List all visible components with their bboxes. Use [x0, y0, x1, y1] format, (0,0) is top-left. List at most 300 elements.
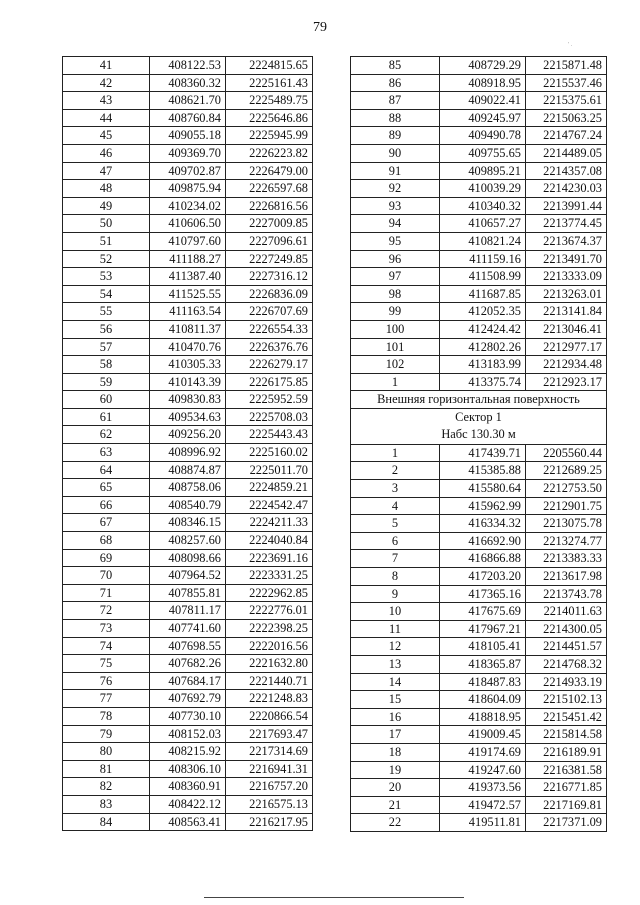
point-number: 43	[63, 92, 150, 110]
point-number: 18	[351, 743, 440, 761]
table-row	[351, 356, 607, 374]
table-row	[351, 109, 607, 127]
table-row	[63, 760, 313, 778]
point-number: 49	[63, 197, 150, 215]
table-row	[63, 690, 313, 708]
table-row	[351, 620, 607, 638]
point-number: 78	[63, 707, 150, 725]
point-number: 72	[63, 602, 150, 620]
table-row	[351, 550, 607, 568]
table-row	[63, 320, 313, 338]
x-coordinate: 408152.03	[150, 725, 226, 743]
table-row	[63, 144, 313, 162]
table-row	[63, 813, 313, 831]
table-row	[63, 338, 313, 356]
point-number: 44	[63, 109, 150, 127]
x-coordinate: 411687.85	[440, 285, 526, 303]
table-row	[63, 672, 313, 690]
table-row	[63, 285, 313, 303]
y-coordinate: 2212923.17	[526, 373, 607, 391]
table-row	[63, 479, 313, 497]
x-coordinate: 419247.60	[440, 761, 526, 779]
table-row	[63, 584, 313, 602]
point-number: 73	[63, 620, 150, 638]
y-coordinate: 2213333.09	[526, 268, 607, 286]
x-coordinate: 408729.29	[440, 57, 526, 75]
table-row	[351, 162, 607, 180]
point-number: 41	[63, 57, 150, 75]
point-number: 86	[351, 74, 440, 92]
y-coordinate: 2213991.44	[526, 197, 607, 215]
x-coordinate: 415385.88	[440, 462, 526, 480]
point-number: 87	[351, 92, 440, 110]
scan-mark: ' .	[568, 42, 573, 48]
y-coordinate: 2227009.85	[226, 215, 313, 233]
point-number: 20	[351, 779, 440, 797]
point-number: 5	[351, 515, 440, 533]
y-coordinate: 2214451.57	[526, 638, 607, 656]
point-number: 65	[63, 479, 150, 497]
x-coordinate: 409534.63	[150, 408, 226, 426]
x-coordinate: 418818.95	[440, 708, 526, 726]
table-row	[351, 743, 607, 761]
y-coordinate: 2226175.85	[226, 373, 313, 391]
y-coordinate: 2222016.56	[226, 637, 313, 655]
table-row	[351, 285, 607, 303]
y-coordinate: 2213774.45	[526, 215, 607, 233]
x-coordinate: 408874.87	[150, 461, 226, 479]
y-coordinate: 2227096.61	[226, 232, 313, 250]
y-coordinate: 2225489.75	[226, 92, 313, 110]
table-row	[63, 250, 313, 268]
table-row	[63, 655, 313, 673]
y-coordinate: 2213141.84	[526, 303, 607, 321]
sector-title-row	[351, 408, 607, 444]
y-coordinate: 2217371.09	[526, 814, 607, 832]
point-number: 66	[63, 496, 150, 514]
y-coordinate: 2216941.31	[226, 760, 313, 778]
point-number: 4	[351, 497, 440, 515]
x-coordinate: 415962.99	[440, 497, 526, 515]
table-row	[63, 57, 313, 75]
sector-cell	[351, 408, 607, 444]
x-coordinate: 408918.95	[440, 74, 526, 92]
coordinates-table-left	[62, 56, 313, 831]
table-row	[351, 515, 607, 533]
point-number: 51	[63, 232, 150, 250]
table-row	[351, 250, 607, 268]
section-heading: Внешняя горизонтальная поверхность	[351, 391, 607, 409]
table-row	[351, 127, 607, 145]
y-coordinate: 2205560.44	[526, 444, 607, 462]
sector-title: Сектор 1	[455, 410, 502, 425]
y-coordinate: 2214767.24	[526, 127, 607, 145]
x-coordinate: 416866.88	[440, 550, 526, 568]
y-coordinate: 2212689.25	[526, 462, 607, 480]
point-number: 92	[351, 180, 440, 198]
table-row	[351, 796, 607, 814]
y-coordinate: 2225646.86	[226, 109, 313, 127]
y-coordinate: 2225945.99	[226, 127, 313, 145]
point-number: 53	[63, 268, 150, 286]
point-number: 70	[63, 567, 150, 585]
y-coordinate: 2213274.77	[526, 532, 607, 550]
y-coordinate: 2225708.03	[226, 408, 313, 426]
point-number: 61	[63, 408, 150, 426]
y-coordinate: 2226816.56	[226, 197, 313, 215]
point-number: 94	[351, 215, 440, 233]
point-number: 98	[351, 285, 440, 303]
x-coordinate: 417675.69	[440, 603, 526, 621]
table-row	[351, 57, 607, 75]
y-coordinate: 2212977.17	[526, 338, 607, 356]
y-coordinate: 2216771.85	[526, 779, 607, 797]
x-coordinate: 410811.37	[150, 320, 226, 338]
y-coordinate: 2216575.13	[226, 795, 313, 813]
point-number: 9	[351, 585, 440, 603]
point-number: 82	[63, 778, 150, 796]
sector-height: Набс 130.30 м	[441, 427, 516, 442]
right-table-body	[351, 57, 607, 832]
x-coordinate: 410340.32	[440, 197, 526, 215]
y-coordinate: 2225952.59	[226, 391, 313, 409]
y-coordinate: 2226376.76	[226, 338, 313, 356]
table-row	[351, 814, 607, 832]
table-row	[351, 373, 607, 391]
table-row	[63, 532, 313, 550]
x-coordinate: 412802.26	[440, 338, 526, 356]
x-coordinate: 419511.81	[440, 814, 526, 832]
y-coordinate: 2224859.21	[226, 479, 313, 497]
point-number: 17	[351, 726, 440, 744]
point-number: 21	[351, 796, 440, 814]
x-coordinate: 417439.71	[440, 444, 526, 462]
y-coordinate: 2216189.91	[526, 743, 607, 761]
y-coordinate: 2222962.85	[226, 584, 313, 602]
x-coordinate: 412052.35	[440, 303, 526, 321]
point-number: 54	[63, 285, 150, 303]
x-coordinate: 413375.74	[440, 373, 526, 391]
table-row	[351, 673, 607, 691]
point-number: 74	[63, 637, 150, 655]
point-number: 48	[63, 180, 150, 198]
y-coordinate: 2214768.32	[526, 656, 607, 674]
point-number: 77	[63, 690, 150, 708]
x-coordinate: 419009.45	[440, 726, 526, 744]
point-number: 11	[351, 620, 440, 638]
x-coordinate: 417203.20	[440, 568, 526, 586]
point-number: 76	[63, 672, 150, 690]
x-coordinate: 409895.21	[440, 162, 526, 180]
page-number: 79	[313, 20, 327, 35]
x-coordinate: 418604.09	[440, 691, 526, 709]
x-coordinate: 407964.52	[150, 567, 226, 585]
x-coordinate: 418365.87	[440, 656, 526, 674]
y-coordinate: 2225160.02	[226, 444, 313, 462]
point-number: 16	[351, 708, 440, 726]
point-number: 6	[351, 532, 440, 550]
table-row	[63, 602, 313, 620]
point-number: 55	[63, 303, 150, 321]
table-row	[63, 356, 313, 374]
page-edge-line	[204, 897, 464, 898]
y-coordinate: 2215814.58	[526, 726, 607, 744]
x-coordinate: 419472.57	[440, 796, 526, 814]
x-coordinate: 408360.91	[150, 778, 226, 796]
y-coordinate: 2226836.09	[226, 285, 313, 303]
y-coordinate: 2213743.78	[526, 585, 607, 603]
x-coordinate: 409490.78	[440, 127, 526, 145]
table-row	[351, 708, 607, 726]
table-row	[63, 725, 313, 743]
point-number: 56	[63, 320, 150, 338]
y-coordinate: 2226479.00	[226, 162, 313, 180]
coordinates-table-right	[350, 56, 607, 832]
point-number: 47	[63, 162, 150, 180]
table-row	[63, 180, 313, 198]
point-number: 46	[63, 144, 150, 162]
point-number: 68	[63, 532, 150, 550]
x-coordinate: 410039.29	[440, 180, 526, 198]
table-row	[351, 568, 607, 586]
x-coordinate: 418105.41	[440, 638, 526, 656]
point-number: 85	[351, 57, 440, 75]
point-number: 3	[351, 480, 440, 498]
point-number: 59	[63, 373, 150, 391]
y-coordinate: 2212753.50	[526, 480, 607, 498]
table-row	[351, 338, 607, 356]
point-number: 8	[351, 568, 440, 586]
point-number: 10	[351, 603, 440, 621]
table-row	[351, 180, 607, 198]
x-coordinate: 411188.27	[150, 250, 226, 268]
y-coordinate: 2224040.84	[226, 532, 313, 550]
x-coordinate: 411525.55	[150, 285, 226, 303]
x-coordinate: 417365.16	[440, 585, 526, 603]
y-coordinate: 2221248.83	[226, 690, 313, 708]
y-coordinate: 2224815.65	[226, 57, 313, 75]
y-coordinate: 2217693.47	[226, 725, 313, 743]
table-row	[351, 144, 607, 162]
point-number: 91	[351, 162, 440, 180]
x-coordinate: 409245.97	[440, 109, 526, 127]
x-coordinate: 410305.33	[150, 356, 226, 374]
point-number: 96	[351, 250, 440, 268]
y-coordinate: 2224542.47	[226, 496, 313, 514]
y-coordinate: 2227249.85	[226, 250, 313, 268]
table-row	[63, 373, 313, 391]
y-coordinate: 2215537.46	[526, 74, 607, 92]
point-number: 75	[63, 655, 150, 673]
table-row	[351, 532, 607, 550]
point-number: 60	[63, 391, 150, 409]
table-row	[63, 426, 313, 444]
x-coordinate: 408422.12	[150, 795, 226, 813]
x-coordinate: 408996.92	[150, 444, 226, 462]
y-coordinate: 2225011.70	[226, 461, 313, 479]
x-coordinate: 409830.83	[150, 391, 226, 409]
y-coordinate: 2214300.05	[526, 620, 607, 638]
table-row	[63, 232, 313, 250]
table-row	[351, 197, 607, 215]
table-row	[63, 408, 313, 426]
point-number: 93	[351, 197, 440, 215]
point-number: 90	[351, 144, 440, 162]
y-coordinate: 2214933.19	[526, 673, 607, 691]
x-coordinate: 407698.55	[150, 637, 226, 655]
point-number: 15	[351, 691, 440, 709]
point-number: 52	[63, 250, 150, 268]
y-coordinate: 2225161.43	[226, 74, 313, 92]
table-row	[351, 444, 607, 462]
table-row	[63, 162, 313, 180]
point-number: 1	[351, 444, 440, 462]
table-row	[63, 795, 313, 813]
y-coordinate: 2215871.48	[526, 57, 607, 75]
x-coordinate: 407692.79	[150, 690, 226, 708]
table-row	[351, 232, 607, 250]
table-row	[63, 268, 313, 286]
y-coordinate: 2223691.16	[226, 549, 313, 567]
x-coordinate: 416692.90	[440, 532, 526, 550]
table-row	[351, 691, 607, 709]
x-coordinate: 417967.21	[440, 620, 526, 638]
x-coordinate: 419373.56	[440, 779, 526, 797]
x-coordinate: 410657.27	[440, 215, 526, 233]
x-coordinate: 409055.18	[150, 127, 226, 145]
x-coordinate: 408760.84	[150, 109, 226, 127]
x-coordinate: 408306.10	[150, 760, 226, 778]
x-coordinate: 408346.15	[150, 514, 226, 532]
point-number: 79	[63, 725, 150, 743]
y-coordinate: 2221632.80	[226, 655, 313, 673]
x-coordinate: 411159.16	[440, 250, 526, 268]
x-coordinate: 419174.69	[440, 743, 526, 761]
y-coordinate: 2213383.33	[526, 550, 607, 568]
x-coordinate: 407855.81	[150, 584, 226, 602]
table-row	[351, 215, 607, 233]
y-coordinate: 2222398.25	[226, 620, 313, 638]
x-coordinate: 411387.40	[150, 268, 226, 286]
y-coordinate: 2215451.42	[526, 708, 607, 726]
x-coordinate: 410470.76	[150, 338, 226, 356]
x-coordinate: 407730.10	[150, 707, 226, 725]
y-coordinate: 2221440.71	[226, 672, 313, 690]
point-number: 57	[63, 338, 150, 356]
point-number: 42	[63, 74, 150, 92]
table-row	[63, 461, 313, 479]
point-number: 97	[351, 268, 440, 286]
table-row	[63, 197, 313, 215]
point-number: 50	[63, 215, 150, 233]
y-coordinate: 2213046.41	[526, 320, 607, 338]
table-row	[351, 585, 607, 603]
table-row	[63, 549, 313, 567]
table-row	[63, 496, 313, 514]
point-number: 22	[351, 814, 440, 832]
x-coordinate: 407682.26	[150, 655, 226, 673]
y-coordinate: 2217169.81	[526, 796, 607, 814]
x-coordinate: 407741.60	[150, 620, 226, 638]
table-row	[63, 444, 313, 462]
y-coordinate: 2227316.12	[226, 268, 313, 286]
x-coordinate: 409022.41	[440, 92, 526, 110]
x-coordinate: 411508.99	[440, 268, 526, 286]
y-coordinate: 2214489.05	[526, 144, 607, 162]
table-row	[351, 497, 607, 515]
point-number: 58	[63, 356, 150, 374]
x-coordinate: 413183.99	[440, 356, 526, 374]
section-heading-row	[351, 391, 607, 409]
x-coordinate: 410606.50	[150, 215, 226, 233]
table-row	[351, 603, 607, 621]
table-row	[351, 268, 607, 286]
x-coordinate: 408540.79	[150, 496, 226, 514]
y-coordinate: 2213674.37	[526, 232, 607, 250]
point-number: 19	[351, 761, 440, 779]
y-coordinate: 2226223.82	[226, 144, 313, 162]
point-number: 83	[63, 795, 150, 813]
table-row	[63, 743, 313, 761]
x-coordinate: 408257.60	[150, 532, 226, 550]
x-coordinate: 409256.20	[150, 426, 226, 444]
x-coordinate: 408360.32	[150, 74, 226, 92]
point-number: 13	[351, 656, 440, 674]
x-coordinate: 408122.53	[150, 57, 226, 75]
point-number: 102	[351, 356, 440, 374]
point-number: 88	[351, 109, 440, 127]
y-coordinate: 2226554.33	[226, 320, 313, 338]
x-coordinate: 408621.70	[150, 92, 226, 110]
table-row	[351, 92, 607, 110]
table-row	[351, 462, 607, 480]
table-row	[351, 480, 607, 498]
x-coordinate: 408098.66	[150, 549, 226, 567]
y-coordinate: 2216757.20	[226, 778, 313, 796]
y-coordinate: 2214357.08	[526, 162, 607, 180]
point-number: 100	[351, 320, 440, 338]
y-coordinate: 2213075.78	[526, 515, 607, 533]
x-coordinate: 408563.41	[150, 813, 226, 831]
point-number: 64	[63, 461, 150, 479]
x-coordinate: 415580.64	[440, 480, 526, 498]
table-row	[351, 726, 607, 744]
table-row	[351, 656, 607, 674]
x-coordinate: 408215.92	[150, 743, 226, 761]
table-row	[63, 778, 313, 796]
table-row	[63, 92, 313, 110]
y-coordinate: 2224211.33	[226, 514, 313, 532]
y-coordinate: 2226279.17	[226, 356, 313, 374]
x-coordinate: 411163.54	[150, 303, 226, 321]
x-coordinate: 409369.70	[150, 144, 226, 162]
y-coordinate: 2216217.95	[226, 813, 313, 831]
point-number: 81	[63, 760, 150, 778]
table-row	[63, 303, 313, 321]
x-coordinate: 408758.06	[150, 479, 226, 497]
point-number: 12	[351, 638, 440, 656]
y-coordinate: 2212901.75	[526, 497, 607, 515]
table-row	[351, 638, 607, 656]
table-row	[351, 761, 607, 779]
table-row	[63, 514, 313, 532]
left-table-body	[63, 57, 313, 831]
table-row	[63, 620, 313, 638]
point-number: 2	[351, 462, 440, 480]
y-coordinate: 2222776.01	[226, 602, 313, 620]
table-row	[63, 567, 313, 585]
table-row	[63, 707, 313, 725]
